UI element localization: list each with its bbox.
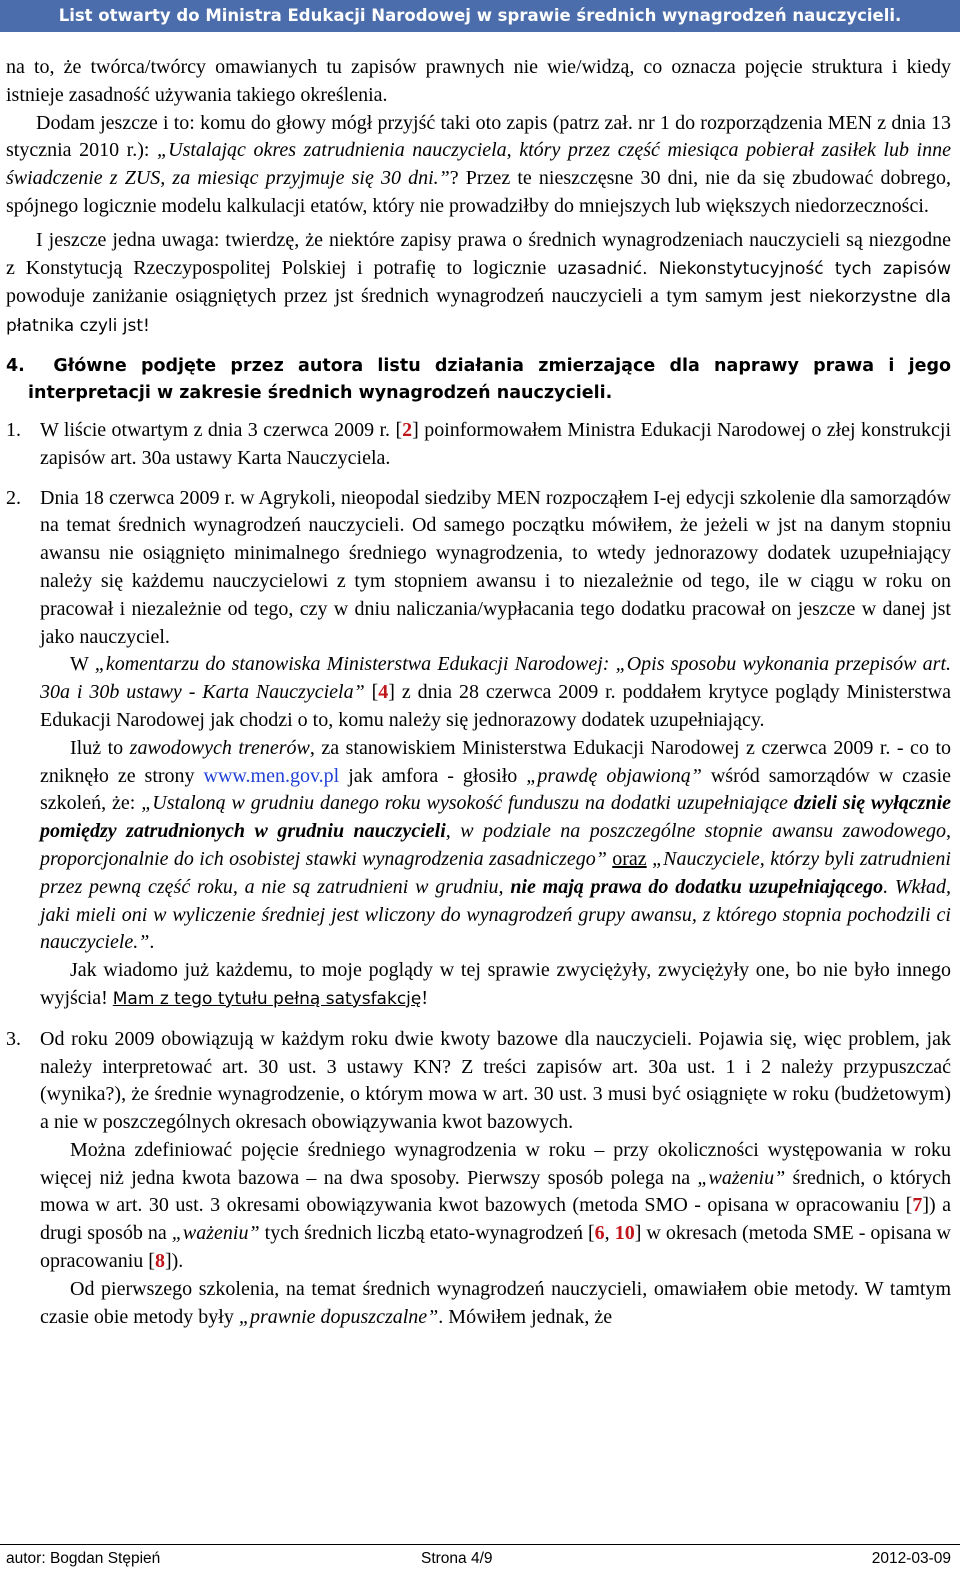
paragraph-jeszcze — [6, 227, 951, 341]
text: tych średnich liczbą etato-wynagrodzeń [ — [259, 1222, 595, 1245]
list-paragraph — [40, 1137, 951, 1276]
text: jak amfora - głosiło — [339, 764, 527, 787]
text: Można zdefiniować pojęcie średniego wynagrodzenia w roku – przy okoliczności występowania w roku więcej niż jedna kwota bazowa – na dwa sposoby. Pierwszy sposób polega na — [40, 1138, 951, 1189]
text: jest niekorzystne dla płatnika czyli jst! — [6, 287, 951, 337]
text: , za stanowiskiem Ministerstwa Edukacji Narodowej z czerwca 2009 r. - co to zniknęło ze strony — [40, 736, 951, 787]
section-number: 4. — [6, 355, 25, 376]
list-number: 1. — [6, 418, 21, 441]
text: ] z dnia 28 czerwca 2009 r. poddałem krytyce poglądy Ministerstwa Edukacji Narodowej jak chodzi o to, komu należy się jednorazowy dodatek uzupełniający. — [40, 681, 951, 731]
emphasis: „ważeniu” — [171, 1222, 260, 1245]
paragraph-dodam — [6, 110, 951, 221]
footer-page-number: Strona 4/9 — [421, 1550, 493, 1567]
list-number: 2. — [6, 486, 21, 509]
text: ]). — [164, 1250, 184, 1273]
text: ! — [421, 986, 429, 1009]
underlined-text: Mam z tego tytułu pełną satysfakcję — [112, 988, 422, 1009]
list-paragraph — [40, 417, 951, 473]
reference-link[interactable]: 2 — [402, 418, 413, 441]
list-paragraph — [40, 1276, 951, 1332]
list-number: 3. — [6, 1027, 21, 1050]
quote: „Ustalając okres zatrudnienia nauczyciela, który przez część miesiąca pobierał zasiłek lub inne świadczenie z ZUS, za miesiąc przyjmuje się 30 dni.” — [6, 139, 951, 190]
footer-author: autor: Bogdan Stępień — [6, 1550, 161, 1567]
list-paragraph: Od roku 2009 obowiązują w każdym roku dwie kwoty bazowe dla nauczycieli. Pojawia się, więc problem, jak należy interpretować art. 30 ust. 3 ustawy KN? Z treści zapisów art. 30a ust. 1 i 2 należy przypuszczać (wynika?), że średnie wynagrodzenie, o którym mowa w art. 30 ust. 3 musi być osiągnięte w roku (budżetowym) a nie w poszczególnych okresach obowiązywania kwot bazowych. — [40, 1027, 951, 1134]
quote: , w podziale na poszczególne stopnie awansu zawodowego, proporcjonalnie do ich osobistej stawki wynagrodzenia zasadniczego” — [40, 820, 951, 870]
text: . Mówiłem jednak, że — [438, 1305, 613, 1328]
text: Iluż to — [70, 736, 130, 759]
text: powoduje zaniżanie osiągniętych przez jst średnich wynagrodzeń nauczycieli a tym samym — [6, 285, 771, 308]
emphasis: „prawnie dopuszczalne” — [238, 1305, 439, 1328]
section-heading — [6, 353, 951, 407]
text: wśród samorządów w czasie szkoleń, że: — [40, 764, 951, 815]
text: I jeszcze jedna uwaga: twierdzę, że niektóre zapisy prawa o średnich wynagrodzeniach nauczycieli są niezgodne z Konstytucją Rzeczypospolitej Polskiej i potrafię to logicznie — [6, 228, 951, 279]
text: ? Przez te nieszczęsne 30 dni, nie da się zbudować dobrego, spójnego logicznie modelu kalkulacji etatów, który nie prowadziłby do mniejszych lub większych niedorzeczności. — [6, 167, 951, 217]
emphasis: „ważeniu” — [697, 1166, 786, 1189]
reference-link[interactable]: 8 — [154, 1250, 165, 1273]
underlined-word: oraz — [612, 847, 647, 870]
section-title: Główne podjęte przez autora listu działania zmierzające dla naprawy prawa i jego interpretacji w zakresie średnich wynagrodzeń nauczycieli. — [28, 355, 951, 403]
list-paragraph — [40, 735, 951, 957]
list-item — [6, 485, 951, 1014]
reference-link[interactable]: 4 — [378, 681, 389, 704]
document-body — [6, 54, 951, 1331]
quote: „komentarzu do stanowiska Ministerstwa Edukacji Narodowej: „Opis sposobu wykonania przepisów art. 30a i 30b ustawy - Karta Nauczyciela” — [40, 653, 951, 704]
emphasis: „prawdę objawioną” — [526, 764, 702, 787]
bold-quote: nie mają prawa do dodatku uzupełniającego — [510, 875, 884, 898]
reference-link[interactable]: 10 — [614, 1222, 635, 1245]
list-paragraph — [40, 651, 951, 734]
text: W liście otwartym z dnia 3 czerwca 2009 r. [ — [40, 418, 403, 441]
text: uzasadnić. Niekonstytucyjność tych zapisów — [557, 258, 951, 279]
list-paragraph — [40, 957, 951, 1014]
web-link[interactable]: www.men.gov.pl — [203, 764, 340, 787]
quote: . Wkład, jaki mieli oni w wyliczenie średniej jest wliczony do wynagrodzeń grupy awansu, z którego stopnia pochodzili ci nauczyciele.” — [40, 875, 951, 954]
quote: „Ustaloną w grudniu danego roku wysokość funduszu na dodatki uzupełniające — [141, 792, 794, 815]
text: ] w okresach (metoda SME - opisana w opracowaniu [ — [40, 1222, 952, 1273]
header-title: List otwarty do Ministra Edukacji Narodowej w sprawie średnich wynagrodzeń nauczycieli. — [58, 6, 902, 25]
text: [ — [364, 681, 379, 704]
text: średnich, o których mowa w art. 30 ust. 3 okresami obowiązywania kwot bazowych (metoda SMO - opisana w opracowaniu [ — [40, 1166, 952, 1217]
text: ] poinformowałem Ministra Edukacji Narodowej o złej konstrukcji zapisów art. 30a ustawy Karta Nauczyciela. — [40, 418, 951, 469]
bold-quote: dzieli się wyłącznie pomiędzy zatrudnionych w grudniu nauczycieli — [40, 792, 952, 843]
text: . — [149, 931, 155, 954]
quote: „Nauczyciele, którzy byli zatrudnieni przez pewną część roku, a nie są zatrudnieni w grudniu, — [40, 847, 951, 898]
intro-paragraph: na to, że twórca/twórcy omawianych tu zapisów prawnych nie wie/widzą, co oznacza pojęcie struktura i kiedy istnieje zasadność używania takiego określenia. — [6, 56, 951, 106]
footer-date: 2012-03-09 — [871, 1550, 951, 1567]
text: ]) a drugi sposób na — [40, 1194, 952, 1245]
page-header — [0, 0, 960, 32]
text: , — [604, 1222, 615, 1245]
page-footer — [0, 1544, 960, 1573]
text: Dodam jeszcze i to: komu do głowy mógł przyjść taki oto zapis (patrz zał. nr 1 do rozporządzenia MEN z dnia 13 stycznia 2010 r.): — [6, 111, 951, 162]
reference-link[interactable]: 7 — [912, 1194, 923, 1217]
list-item — [6, 1026, 951, 1332]
emphasis: zawodowych trenerów — [129, 736, 310, 759]
reference-link[interactable]: 6 — [594, 1222, 605, 1245]
text: Od pierwszego szkolenia, na temat średnich wynagrodzeń nauczycieli, omawiałem obie metody. W tamtym czasie obie metody były — [40, 1277, 951, 1328]
text: W — [70, 653, 95, 676]
list-item — [6, 417, 951, 473]
text: Jak wiadomo już każdemu, to moje poglądy w tej sprawie zwyciężyły, zwyciężyły one, bo nie było innego wyjścia! — [40, 959, 951, 1009]
list-paragraph: Dnia 18 czerwca 2009 r. w Agrykoli, nieopodal siedziby MEN rozpocząłem I-ej edycji szkolenie dla samorządów na temat średnich wynagrodzeń nauczycieli. Od samego początku mówiłem, że jeżeli w jst na danym stopniu awansu nie osiągnięto minimalnego średniego wynagrodzenia, to wtedy jednorazowy dodatek uzupełniający należy się każdemu nauczycielowi z tym stopniem awansu i to niezależnie od tego, ile w ciągu w roku on pracował i niezależnie od tego, czy w dniu naliczania/wypłacania tego dodatku pracował on jeszcze w danej jst jako nauczyciel. — [40, 486, 951, 648]
